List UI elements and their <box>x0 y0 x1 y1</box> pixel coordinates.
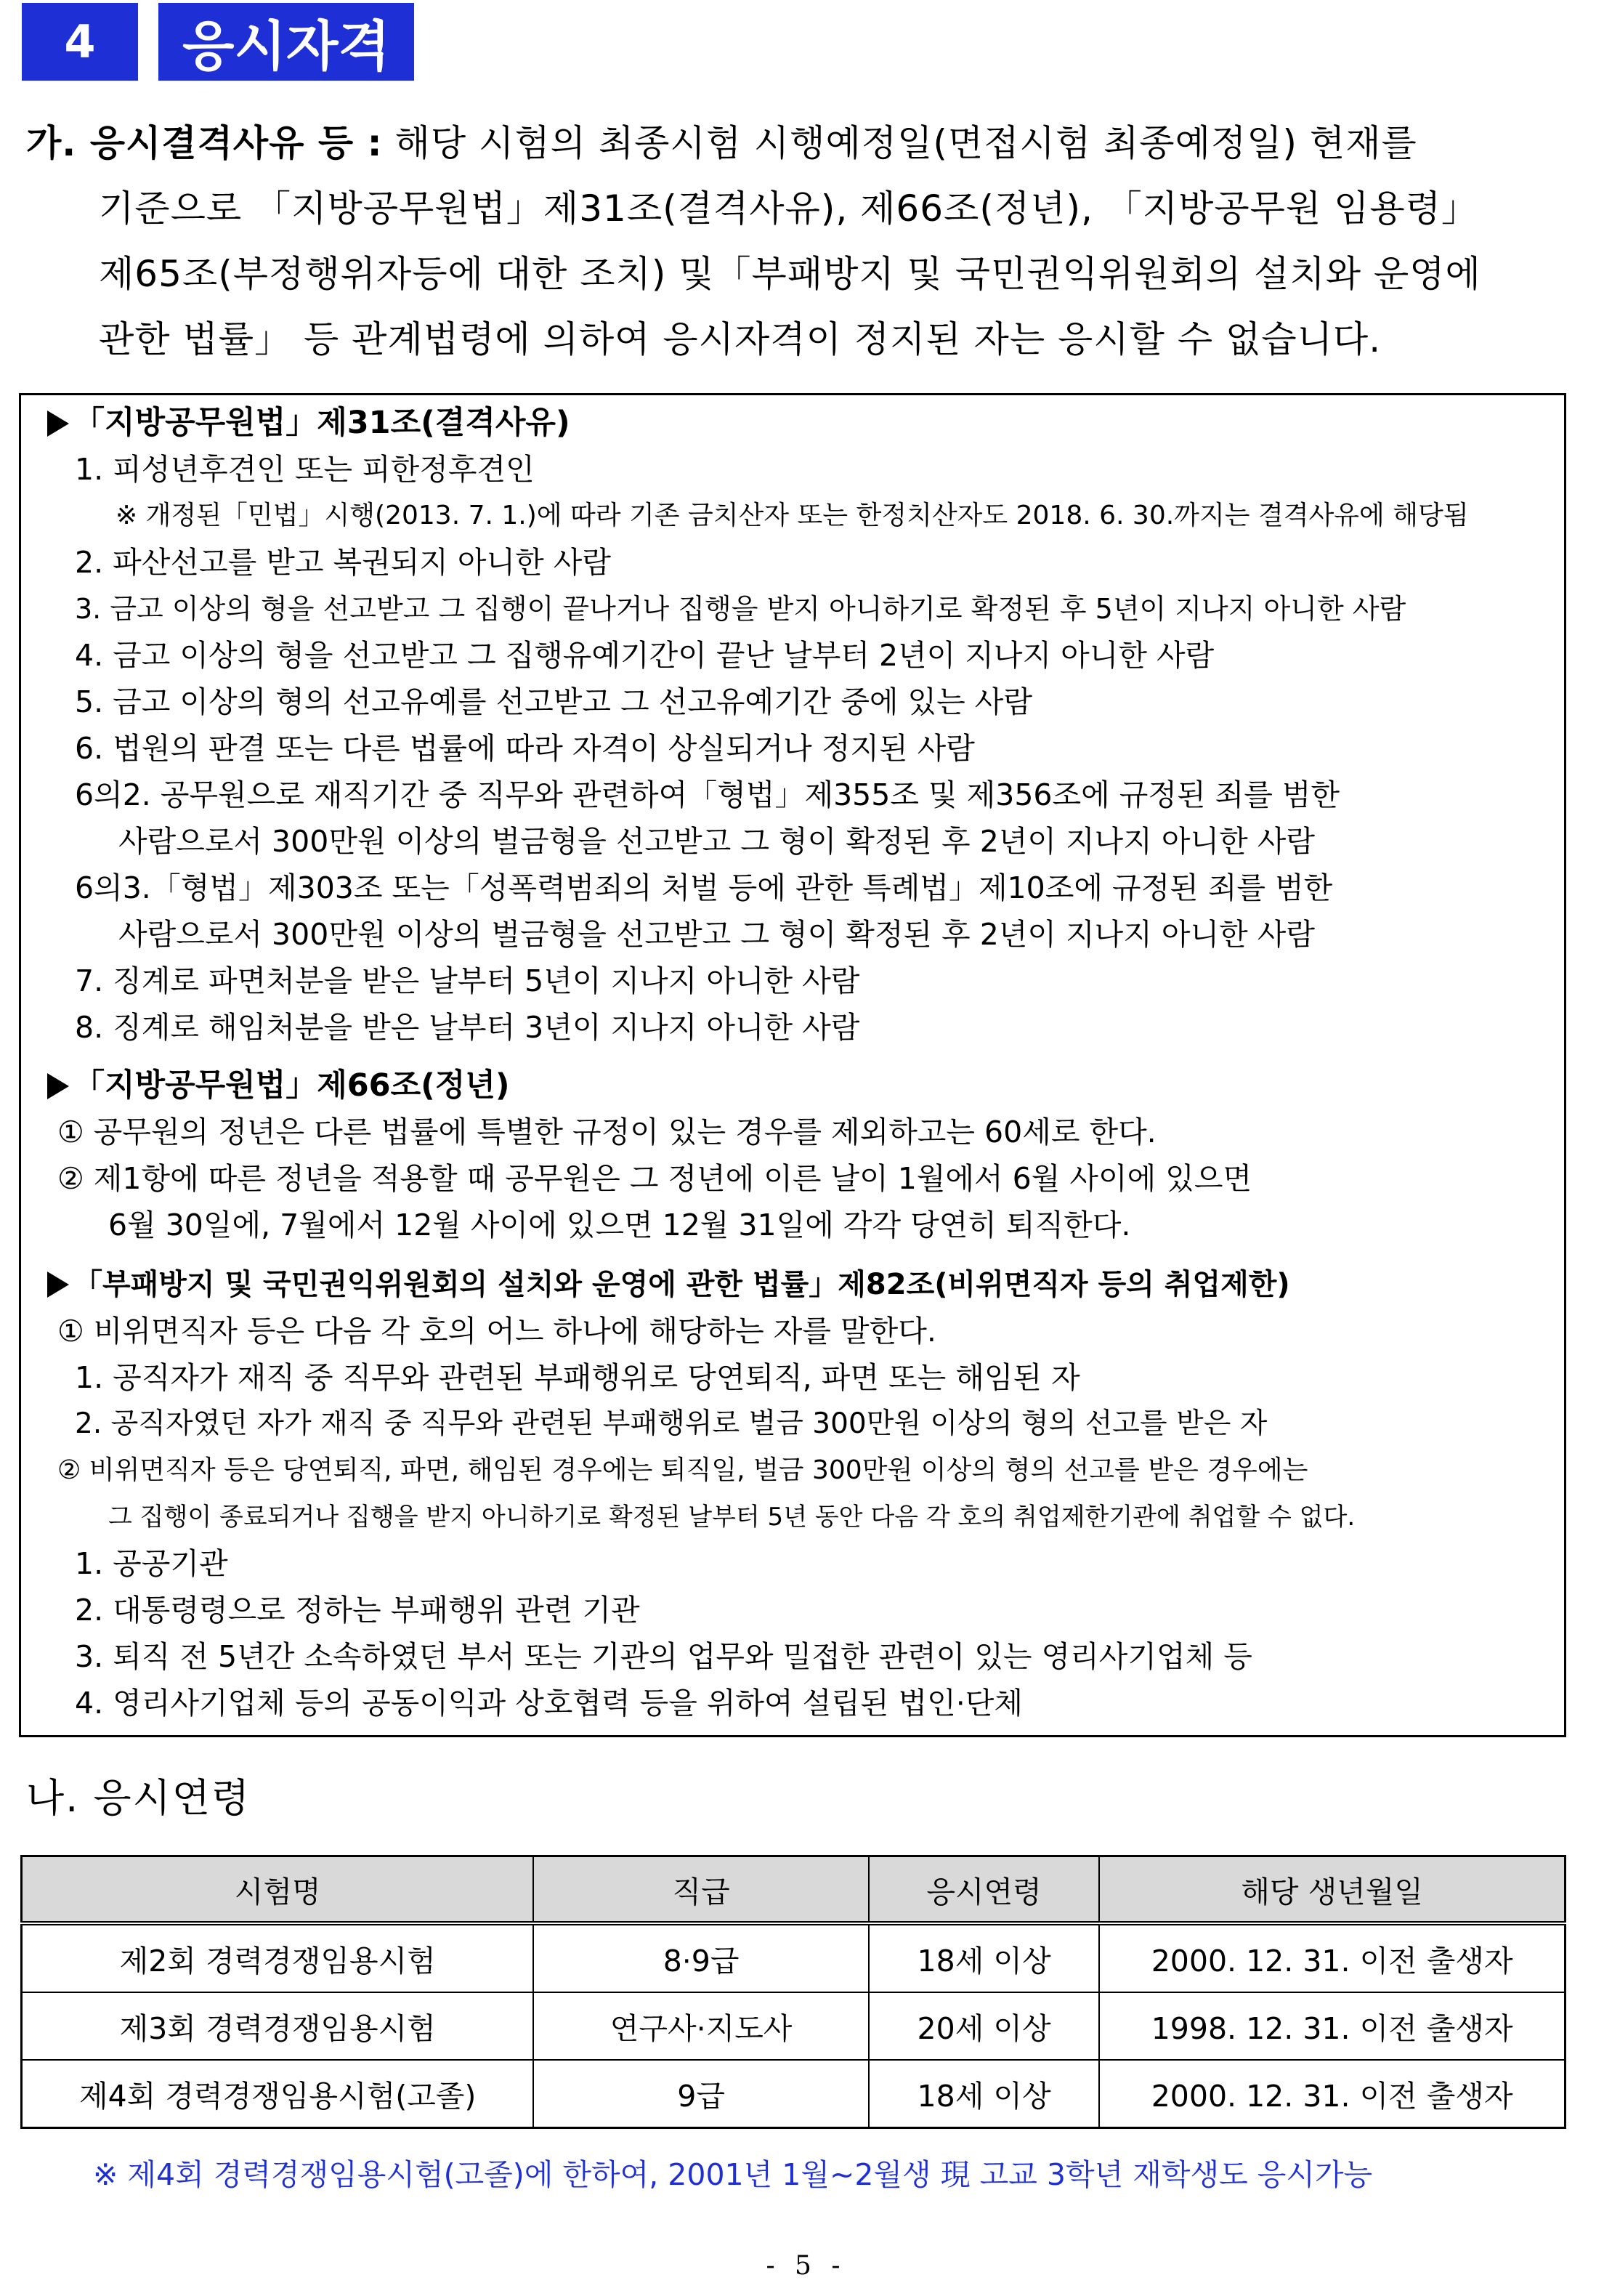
age-note: ※ 제4회 경력경쟁임용시험(고졸)에 한하여, 2001년 1월~2월생 現 고교 3학년 재학생도 응시가능 <box>93 2157 1373 2192</box>
page-number: - 5 - <box>766 2251 846 2281</box>
column-header: 직급 <box>533 1856 868 1924</box>
table-cell: 20세 이상 <box>869 1992 1100 2060</box>
column-header: 해당 생년월일 <box>1099 1856 1565 1924</box>
law-item: 7. 징계로 파면처분을 받은 날부터 5년이 지나지 아니한 사람 <box>75 963 860 998</box>
table-cell: 2000. 12. 31. 이전 출생자 <box>1099 2060 1565 2128</box>
table-header-row <box>22 1856 1566 1924</box>
table-cell: 제4회 경력경쟁임용시험(고졸) <box>22 2060 534 2128</box>
law-item-continued: 사람으로서 300만원 이상의 벌금형을 선고받고 그 형이 확정된 후 2년이 지나지 아니한 사람 <box>118 824 1315 859</box>
paragraph-line: 관한 법률」 등 관계법령에 의하여 응시자격이 정지된 자는 응시할 수 없습니다. <box>99 318 1382 360</box>
subsection-label: 나. 응시연령 <box>26 1775 251 1821</box>
law-heading: 「지방공무원법」제31조(결격사유) <box>47 401 570 445</box>
column-header: 응시연령 <box>869 1856 1100 1924</box>
law-item-continued: 6월 30일에, 7월에서 12월 사이에 있으면 12월 31일에 각각 당연히 퇴직한다. <box>108 1208 1131 1242</box>
triangle-bullet-icon <box>47 411 69 437</box>
law-item: 8. 징계로 해임처분을 받은 날부터 3년이 지나지 아니한 사람 <box>75 1010 860 1045</box>
triangle-bullet-icon <box>47 1272 69 1298</box>
table-cell: 9급 <box>533 2060 868 2128</box>
section-title: 응시자격 <box>158 3 414 81</box>
law-item: ② 제1항에 따른 정년을 적용할 때 공무원은 그 정년에 이른 날이 1월에서 6월 사이에 있으면 <box>57 1161 1252 1196</box>
law-item: 1. 피성년후견인 또는 피한정후견인 <box>75 452 535 487</box>
law-item: 5. 금고 이상의 형의 선고유예를 선고받고 그 선고유예기간 중에 있는 사람 <box>75 684 1033 719</box>
table-cell: 연구사·지도사 <box>533 1992 868 2060</box>
paragraph-line: 해당 시험의 최종시험 시행예정일(면접시험 최종예정일) 현재를 <box>394 122 1417 164</box>
eligibility-disqualification-paragraph <box>26 110 1572 372</box>
paragraph-line: 기준으로 「지방공무원법」제31조(결격사유), 제66조(정년), 「지방공무원 임용령」 <box>99 187 1479 230</box>
law-item: 4. 금고 이상의 형을 선고받고 그 집행유예기간이 끝난 날부터 2년이 지나지 아니한 사람 <box>75 638 1215 673</box>
table-row <box>22 1923 1566 1992</box>
age-requirement-table <box>20 1855 1566 2129</box>
law-item: 1. 공직자가 재직 중 직무와 관련된 부패행위로 당연퇴직, 파면 또는 해임된 자 <box>75 1360 1080 1395</box>
table-cell: 2000. 12. 31. 이전 출생자 <box>1099 1923 1565 1992</box>
law-item: ② 비위면직자 등은 당연퇴직, 파면, 해임된 경우에는 퇴직일, 벌금 300만원 이상의 형의 선고를 받은 경우에는 <box>57 1455 1308 1485</box>
law-item: ① 비위면직자 등은 다음 각 호의 어느 하나에 해당하는 자를 말한다. <box>57 1314 936 1349</box>
table-cell: 1998. 12. 31. 이전 출생자 <box>1099 1992 1565 2060</box>
law-item: 6. 법원의 판결 또는 다른 법률에 따라 자격이 상실되거나 정지된 사람 <box>75 731 975 766</box>
law-item-continued: 그 집행이 종료되거나 집행을 받지 아니하기로 확정된 날부터 5년 동안 다음 각 호의 취업제한기관에 취업할 수 없다. <box>108 1503 1356 1532</box>
law-item: 2. 대통령령으로 정하는 부패행위 관련 기관 <box>75 1593 640 1628</box>
law-item: 2. 파산선고를 받고 복권되지 아니한 사람 <box>75 545 611 580</box>
law-item: 6의3.「형법」제303조 또는「성폭력범죄의 처벌 등에 관한 특례법」제10조에 규정된 죄를 범한 <box>75 870 1333 905</box>
law-item: 3. 금고 이상의 형을 선고받고 그 집행이 끝나거나 집행을 받지 아니하기로 확정된 후 5년이 지나지 아니한 사람 <box>75 593 1406 625</box>
column-header: 시험명 <box>22 1856 534 1924</box>
triangle-bullet-icon <box>47 1073 69 1099</box>
law-item: 3. 퇴직 전 5년간 소속하였던 부서 또는 기관의 업무와 밀접한 관련이 있는 영리사기업체 등 <box>75 1639 1252 1674</box>
table-cell: 제3회 경력경쟁임용시험 <box>22 1992 534 2060</box>
law-note: ※ 개정된「민법」시행(2013. 7. 1.)에 따라 기존 금치산자 또는 한정치산자도 2018. 6. 30.까지는 결격사유에 해당됨 <box>116 501 1469 530</box>
law-item: 2. 공직자였던 자가 재직 중 직무와 관련된 부패행위로 벌금 300만원 이상의 형의 선고를 받은 자 <box>75 1407 1268 1440</box>
law-item: 4. 영리사기업체 등의 공동이익과 상호협력 등을 위하여 설립된 법인·단체 <box>75 1686 1023 1721</box>
table-cell: 18세 이상 <box>869 1923 1100 1992</box>
paragraph-line: 제65조(부정행위자등에 대한 조치) 및「부패방지 및 국민권익위원회의 설치와 운영에 <box>99 253 1481 295</box>
table-row <box>22 2060 1566 2128</box>
law-excerpt-box <box>19 393 1566 1737</box>
table-cell: 8·9급 <box>533 1923 868 1992</box>
table-cell: 18세 이상 <box>869 2060 1100 2128</box>
law-item: ① 공무원의 정년은 다른 법률에 특별한 규정이 있는 경우를 제외하고는 60세로 한다. <box>57 1115 1157 1149</box>
table-row <box>22 1992 1566 2060</box>
law-heading: 「부패방지 및 국민권익위원회의 설치와 운영에 관한 법률」제82조(비위면직자 등의 취업제한) <box>47 1263 1290 1306</box>
law-item-continued: 사람으로서 300만원 이상의 벌금형을 선고받고 그 형이 확정된 후 2년이 지나지 아니한 사람 <box>118 917 1315 952</box>
law-item: 6의2. 공무원으로 재직기간 중 직무와 관련하여「형법」제355조 및 제356조에 규정된 죄를 범한 <box>75 777 1340 812</box>
section-number-badge: 4 <box>22 3 138 81</box>
subsection-label: 가. 응시결격사유 등 : <box>26 122 383 164</box>
law-heading: 「지방공무원법」제66조(정년) <box>47 1064 510 1107</box>
table-cell: 제2회 경력경쟁임용시험 <box>22 1923 534 1992</box>
law-item: 1. 공공기관 <box>75 1546 228 1581</box>
